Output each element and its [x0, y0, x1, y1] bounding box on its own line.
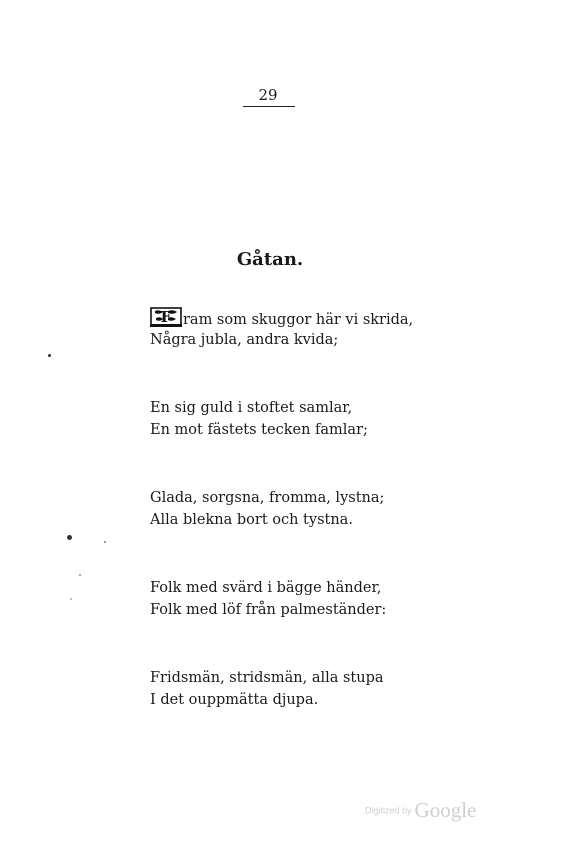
poem-line-9: Fridsmän, stridsmän, alla stupa [150, 670, 384, 686]
stanza-3 [150, 487, 490, 531]
scan-speck [104, 541, 106, 543]
stanza-2 [150, 397, 490, 441]
poem-line-2: Några jubla, andra kvida; [150, 332, 339, 348]
poem-line-10: I det ouppmätta djupa. [150, 692, 319, 708]
scan-speck [67, 535, 72, 540]
scan-speck [48, 354, 51, 357]
page-number: 29 [258, 86, 278, 104]
poem-line-6: Alla blekna bort och tystna. [150, 512, 353, 528]
poem-line-1 [150, 307, 490, 329]
poem-line-5: Glada, sorgsna, fromma, lystna; [150, 490, 385, 506]
stanza-5 [150, 667, 490, 711]
watermark-prefix: Digitized by [365, 805, 412, 816]
poem-body [150, 307, 490, 757]
poem-line-7: Folk med svärd i bägge händer, [150, 580, 382, 596]
poem-line-3: En sig guld i stoftet samlar, [150, 400, 353, 416]
scan-speck [79, 574, 81, 576]
poem-line-4: En mot fästets tecken famlar; [150, 422, 368, 438]
drop-cap-letter: F [160, 308, 172, 326]
poem-title: Gåtan. [236, 249, 304, 270]
watermark-brand: Google [414, 798, 477, 822]
stanza-1 [150, 307, 490, 351]
stanza-4 [150, 577, 490, 621]
poem-line-text: ram som skuggor här vi skrida, [183, 312, 414, 328]
poem-line-8: Folk med löf från palmeständer: [150, 602, 387, 618]
page-number-rule [243, 106, 295, 107]
ornamental-initial-icon [150, 307, 182, 327]
scan-speck [70, 598, 72, 600]
digitized-watermark [365, 798, 476, 823]
